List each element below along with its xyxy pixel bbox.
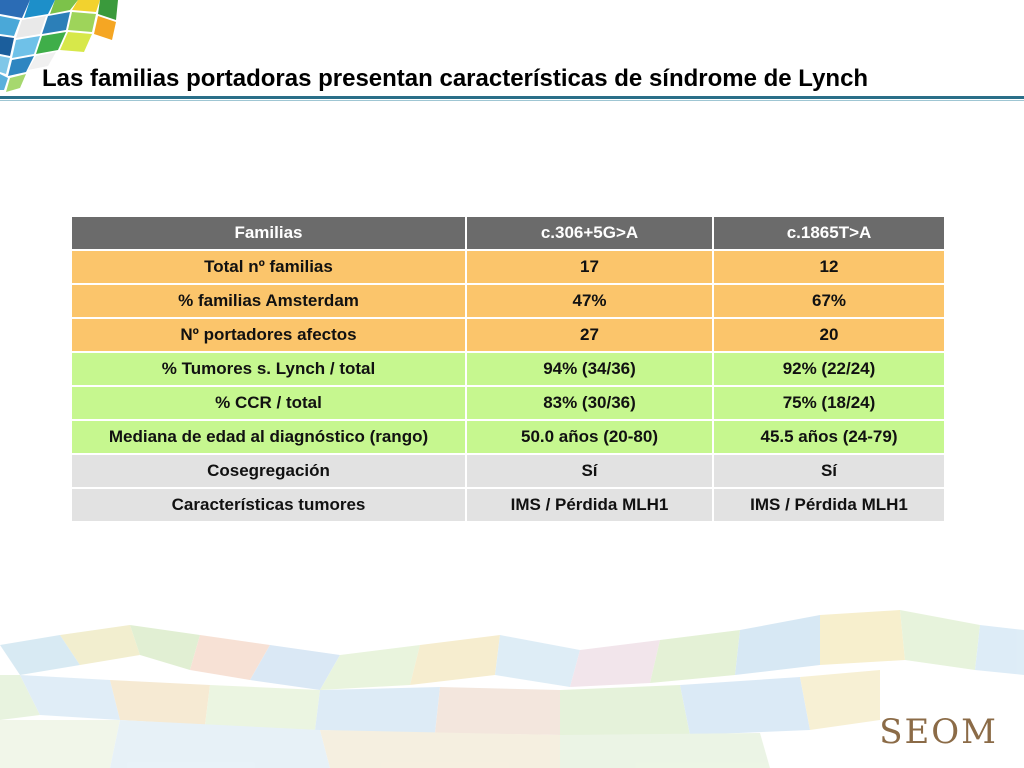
table-cell: 17 [466,250,713,284]
title-divider-light [0,100,1024,101]
row-label: % CCR / total [71,386,466,420]
table-header-cell: c.1865T>A [713,216,945,250]
table-row [71,454,945,488]
table-row [71,284,945,318]
table-cell: 94% (34/36) [466,352,713,386]
row-label: Nº portadores afectos [71,318,466,352]
row-label: % familias Amsterdam [71,284,466,318]
table-row [71,420,945,454]
table-cell: 75% (18/24) [713,386,945,420]
table-cell: Sí [713,454,945,488]
table-cell: 20 [713,318,945,352]
table-row [71,250,945,284]
table-row [71,488,945,522]
table-cell: 92% (22/24) [713,352,945,386]
slide-title: Las familias portadoras presentan características de síndrome de Lynch [42,65,869,92]
results-table [70,215,946,523]
table-cell: 50.0 años (20-80) [466,420,713,454]
row-label: Cosegregación [71,454,466,488]
mosaic-footer-decoration [0,595,1024,768]
title-divider [0,96,1024,99]
seom-logo: SEOM [879,712,998,752]
table-row [71,386,945,420]
table-cell: 45.5 años (24-79) [713,420,945,454]
table-header-cell: c.306+5G>A [466,216,713,250]
row-label: % Tumores s. Lynch / total [71,352,466,386]
table-header-row [71,216,945,250]
table-cell: IMS / Pérdida MLH1 [713,488,945,522]
table-header-cell: Familias [71,216,466,250]
row-label: Mediana de edad al diagnóstico (rango) [71,420,466,454]
table-row [71,318,945,352]
table-cell: 67% [713,284,945,318]
table-row [71,352,945,386]
table-cell: 27 [466,318,713,352]
table-cell: Sí [466,454,713,488]
table-cell: 12 [713,250,945,284]
table-cell: 47% [466,284,713,318]
table-cell: 83% (30/36) [466,386,713,420]
row-label: Total nº familias [71,250,466,284]
row-label: Características tumores [71,488,466,522]
table-cell: IMS / Pérdida MLH1 [466,488,713,522]
